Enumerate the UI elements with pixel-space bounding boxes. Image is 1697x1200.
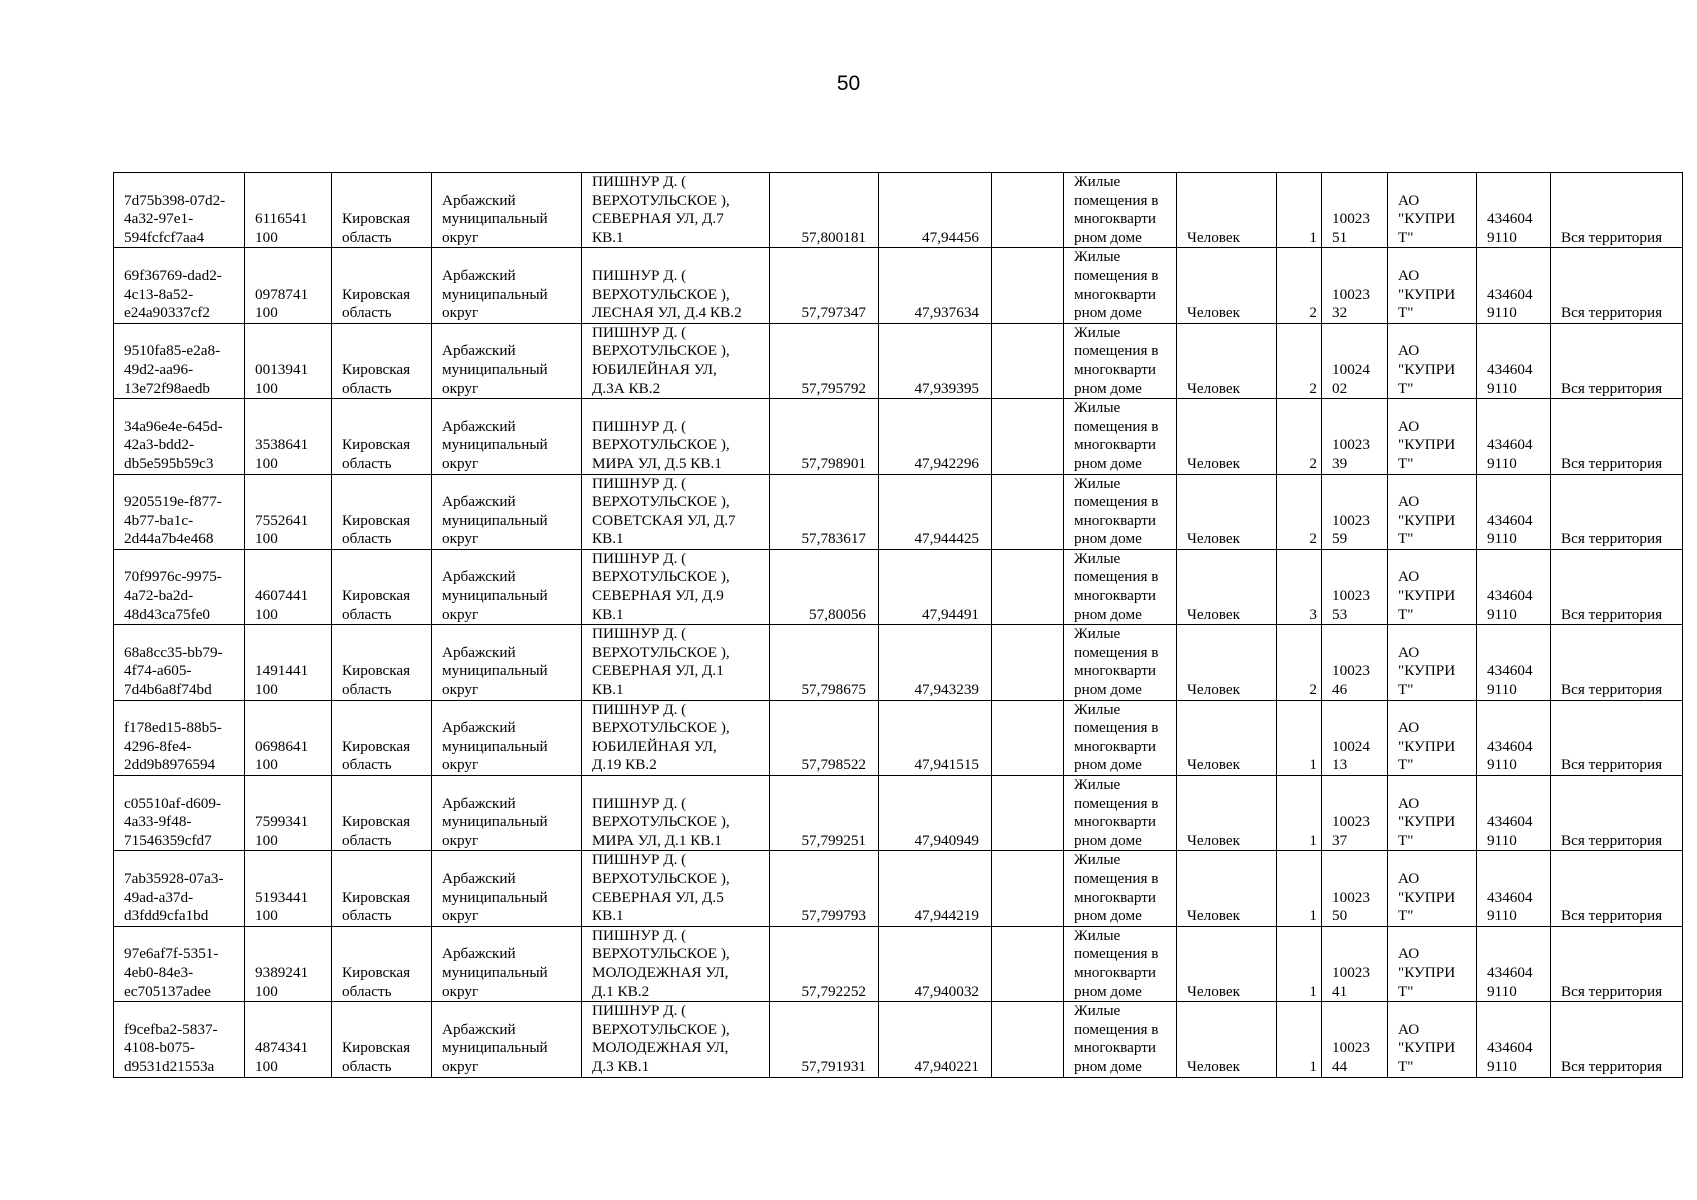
- cell-organization: АО "КУПРИ Т": [1388, 851, 1477, 926]
- cell-id: c05510af-d609- 4a33-9f48- 71546359cfd7: [114, 776, 245, 851]
- cell-territory: Вся территория: [1551, 625, 1683, 700]
- cell-territory: Вся территория: [1551, 549, 1683, 624]
- cell-code: 4874341 100: [245, 1002, 332, 1077]
- cell-count: 1: [1277, 776, 1322, 851]
- cell-id: f178ed15-88b5- 4296-8fe4- 2dd9b8976594: [114, 700, 245, 775]
- cell-unit: Человек: [1177, 248, 1277, 323]
- cell-code: 0698641 100: [245, 700, 332, 775]
- cell-organization: АО "КУПРИ Т": [1388, 248, 1477, 323]
- cell-inn: 434604 9110: [1477, 474, 1551, 549]
- cell-longitude: 47,943239: [879, 625, 992, 700]
- cell-longitude: 47,940949: [879, 776, 992, 851]
- cell-address: ПИШНУР Д. ( ВЕРХОТУЛЬСКОЕ ), СЕВЕРНАЯ УЛ, Д.5 КВ.1: [582, 851, 770, 926]
- cell-address: ПИШНУР Д. ( ВЕРХОТУЛЬСКОЕ ), СЕВЕРНАЯ УЛ, Д.9 КВ.1: [582, 549, 770, 624]
- cell-territory: Вся территория: [1551, 323, 1683, 398]
- cell-premises-type: Жилые помещения в многокварти рном доме: [1064, 851, 1177, 926]
- cell-count: 1: [1277, 173, 1322, 248]
- cell-inn: 434604 9110: [1477, 926, 1551, 1001]
- cell-address: ПИШНУР Д. ( ВЕРХОТУЛЬСКОЕ ), МОЛОДЕЖНАЯ УЛ, Д.3 КВ.1: [582, 1002, 770, 1077]
- cell-organization: АО "КУПРИ Т": [1388, 323, 1477, 398]
- cell-longitude: 47,944425: [879, 474, 992, 549]
- cell-unit: Человек: [1177, 549, 1277, 624]
- cell-premises-type: Жилые помещения в многокварти рном доме: [1064, 474, 1177, 549]
- cell-latitude: 57,783617: [770, 474, 879, 549]
- cell-unit: Человек: [1177, 474, 1277, 549]
- cell-region: Кировская область: [332, 926, 432, 1001]
- cell-code: 7552641 100: [245, 474, 332, 549]
- cell-territory: Вся территория: [1551, 248, 1683, 323]
- cell-longitude: 47,940221: [879, 1002, 992, 1077]
- cell-territory: Вся территория: [1551, 173, 1683, 248]
- cell-latitude: 57,798675: [770, 625, 879, 700]
- cell-latitude: 57,795792: [770, 323, 879, 398]
- cell-count: 2: [1277, 248, 1322, 323]
- cell-premises-type: Жилые помещения в многокварти рном доме: [1064, 1002, 1177, 1077]
- table-row: [114, 323, 1683, 398]
- cell-empty: [992, 173, 1064, 248]
- cell-inn: 434604 9110: [1477, 549, 1551, 624]
- cell-unit: Человек: [1177, 1002, 1277, 1077]
- table-row: [114, 248, 1683, 323]
- cell-premises-type: Жилые помещения в многокварти рном доме: [1064, 926, 1177, 1001]
- cell-district: Арбажский муниципальный округ: [432, 700, 582, 775]
- cell-premises-type: Жилые помещения в многокварти рном доме: [1064, 700, 1177, 775]
- cell-count: 1: [1277, 926, 1322, 1001]
- cell-id: 69f36769-dad2- 4c13-8a52- e24a90337cf2: [114, 248, 245, 323]
- cell-latitude: 57,800181: [770, 173, 879, 248]
- cell-code: 4607441 100: [245, 549, 332, 624]
- cell-district: Арбажский муниципальный округ: [432, 474, 582, 549]
- cell-premises-type: Жилые помещения в многокварти рном доме: [1064, 248, 1177, 323]
- cell-id: 70f9976c-9975- 4a72-ba2d- 48d43ca75fe0: [114, 549, 245, 624]
- cell-empty: [992, 323, 1064, 398]
- table-row: [114, 1002, 1683, 1077]
- cell-unit: Человек: [1177, 776, 1277, 851]
- cell-count: 2: [1277, 474, 1322, 549]
- cell-latitude: 57,799793: [770, 851, 879, 926]
- cell-count: 2: [1277, 625, 1322, 700]
- cell-latitude: 57,80056: [770, 549, 879, 624]
- table-row: [114, 474, 1683, 549]
- cell-district: Арбажский муниципальный округ: [432, 1002, 582, 1077]
- cell-address: ПИШНУР Д. ( ВЕРХОТУЛЬСКОЕ ), ЮБИЛЕЙНАЯ УЛ, Д.19 КВ.2: [582, 700, 770, 775]
- cell-address: ПИШНУР Д. ( ВЕРХОТУЛЬСКОЕ ), МИРА УЛ, Д.5 КВ.1: [582, 399, 770, 474]
- cell-inn: 434604 9110: [1477, 248, 1551, 323]
- cell-district: Арбажский муниципальный округ: [432, 625, 582, 700]
- cell-territory: Вся территория: [1551, 474, 1683, 549]
- cell-territory: Вся территория: [1551, 399, 1683, 474]
- cell-latitude: 57,791931: [770, 1002, 879, 1077]
- cell-id: f9cefba2-5837- 4108-b075- d9531d21553a: [114, 1002, 245, 1077]
- cell-inn: 434604 9110: [1477, 625, 1551, 700]
- cell-number: 10023 46: [1322, 625, 1388, 700]
- cell-organization: АО "КУПРИ Т": [1388, 625, 1477, 700]
- cell-code: 0978741 100: [245, 248, 332, 323]
- cell-empty: [992, 1002, 1064, 1077]
- cell-code: 9389241 100: [245, 926, 332, 1001]
- cell-address: ПИШНУР Д. ( ВЕРХОТУЛЬСКОЕ ), МИРА УЛ, Д.1 КВ.1: [582, 776, 770, 851]
- cell-territory: Вся территория: [1551, 776, 1683, 851]
- cell-code: 3538641 100: [245, 399, 332, 474]
- cell-organization: АО "КУПРИ Т": [1388, 926, 1477, 1001]
- cell-number: 10023 50: [1322, 851, 1388, 926]
- cell-unit: Человек: [1177, 926, 1277, 1001]
- cell-organization: АО "КУПРИ Т": [1388, 700, 1477, 775]
- cell-region: Кировская область: [332, 399, 432, 474]
- cell-inn: 434604 9110: [1477, 323, 1551, 398]
- cell-organization: АО "КУПРИ Т": [1388, 776, 1477, 851]
- cell-longitude: 47,941515: [879, 700, 992, 775]
- cell-latitude: 57,798901: [770, 399, 879, 474]
- cell-organization: АО "КУПРИ Т": [1388, 474, 1477, 549]
- cell-premises-type: Жилые помещения в многокварти рном доме: [1064, 776, 1177, 851]
- cell-count: 2: [1277, 323, 1322, 398]
- cell-code: 7599341 100: [245, 776, 332, 851]
- cell-region: Кировская область: [332, 323, 432, 398]
- registry-table: [113, 172, 1683, 1078]
- cell-inn: 434604 9110: [1477, 700, 1551, 775]
- cell-region: Кировская область: [332, 776, 432, 851]
- cell-code: 1491441 100: [245, 625, 332, 700]
- cell-inn: 434604 9110: [1477, 1002, 1551, 1077]
- cell-longitude: 47,94456: [879, 173, 992, 248]
- cell-territory: Вся территория: [1551, 1002, 1683, 1077]
- cell-region: Кировская область: [332, 1002, 432, 1077]
- cell-code: 6116541 100: [245, 173, 332, 248]
- cell-empty: [992, 700, 1064, 775]
- cell-premises-type: Жилые помещения в многокварти рном доме: [1064, 323, 1177, 398]
- cell-inn: 434604 9110: [1477, 851, 1551, 926]
- cell-territory: Вся территория: [1551, 700, 1683, 775]
- table-row: [114, 625, 1683, 700]
- table-body: [114, 173, 1683, 1078]
- cell-inn: 434604 9110: [1477, 399, 1551, 474]
- table-row: [114, 700, 1683, 775]
- cell-empty: [992, 549, 1064, 624]
- cell-district: Арбажский муниципальный округ: [432, 399, 582, 474]
- cell-organization: АО "КУПРИ Т": [1388, 1002, 1477, 1077]
- table-row: [114, 549, 1683, 624]
- cell-number: 10023 32: [1322, 248, 1388, 323]
- cell-count: 3: [1277, 549, 1322, 624]
- cell-premises-type: Жилые помещения в многокварти рном доме: [1064, 173, 1177, 248]
- cell-district: Арбажский муниципальный округ: [432, 323, 582, 398]
- cell-longitude: 47,937634: [879, 248, 992, 323]
- cell-code: 0013941 100: [245, 323, 332, 398]
- cell-id: 7ab35928-07a3- 49ad-a37d- d3fdd9cfa1bd: [114, 851, 245, 926]
- cell-region: Кировская область: [332, 625, 432, 700]
- cell-territory: Вся территория: [1551, 926, 1683, 1001]
- cell-empty: [992, 474, 1064, 549]
- cell-latitude: 57,798522: [770, 700, 879, 775]
- cell-number: 10024 13: [1322, 700, 1388, 775]
- cell-address: ПИШНУР Д. ( ВЕРХОТУЛЬСКОЕ ), СОВЕТСКАЯ УЛ, Д.7 КВ.1: [582, 474, 770, 549]
- cell-address: ПИШНУР Д. ( ВЕРХОТУЛЬСКОЕ ), ЮБИЛЕЙНАЯ УЛ, Д.3А КВ.2: [582, 323, 770, 398]
- cell-address: ПИШНУР Д. ( ВЕРХОТУЛЬСКОЕ ), СЕВЕРНАЯ УЛ, Д.7 КВ.1: [582, 173, 770, 248]
- cell-number: 10024 02: [1322, 323, 1388, 398]
- table-row: [114, 851, 1683, 926]
- cell-number: 10023 37: [1322, 776, 1388, 851]
- cell-inn: 434604 9110: [1477, 776, 1551, 851]
- cell-address: ПИШНУР Д. ( ВЕРХОТУЛЬСКОЕ ), СЕВЕРНАЯ УЛ, Д.1 КВ.1: [582, 625, 770, 700]
- table-row: [114, 399, 1683, 474]
- cell-longitude: 47,940032: [879, 926, 992, 1001]
- cell-district: Арбажский муниципальный округ: [432, 248, 582, 323]
- cell-premises-type: Жилые помещения в многокварти рном доме: [1064, 549, 1177, 624]
- cell-territory: Вся территория: [1551, 851, 1683, 926]
- cell-region: Кировская область: [332, 851, 432, 926]
- cell-inn: 434604 9110: [1477, 173, 1551, 248]
- cell-number: 10023 59: [1322, 474, 1388, 549]
- cell-number: 10023 44: [1322, 1002, 1388, 1077]
- cell-address: ПИШНУР Д. ( ВЕРХОТУЛЬСКОЕ ), МОЛОДЕЖНАЯ УЛ, Д.1 КВ.2: [582, 926, 770, 1001]
- page-number: 50: [836, 72, 861, 95]
- cell-count: 1: [1277, 700, 1322, 775]
- cell-empty: [992, 248, 1064, 323]
- cell-number: 10023 51: [1322, 173, 1388, 248]
- cell-unit: Человек: [1177, 399, 1277, 474]
- cell-id: 68a8cc35-bb79- 4f74-a605- 7d4b6a8f74bd: [114, 625, 245, 700]
- cell-premises-type: Жилые помещения в многокварти рном доме: [1064, 399, 1177, 474]
- cell-id: 97e6af7f-5351- 4eb0-84e3- ec705137adee: [114, 926, 245, 1001]
- cell-unit: Человек: [1177, 625, 1277, 700]
- cell-id: 9205519e-f877- 4b77-ba1c- 2d44a7b4e468: [114, 474, 245, 549]
- cell-empty: [992, 625, 1064, 700]
- cell-longitude: 47,939395: [879, 323, 992, 398]
- cell-code: 5193441 100: [245, 851, 332, 926]
- cell-region: Кировская область: [332, 248, 432, 323]
- cell-empty: [992, 399, 1064, 474]
- cell-number: 10023 39: [1322, 399, 1388, 474]
- cell-region: Кировская область: [332, 173, 432, 248]
- cell-number: 10023 41: [1322, 926, 1388, 1001]
- cell-latitude: 57,799251: [770, 776, 879, 851]
- cell-count: 1: [1277, 851, 1322, 926]
- cell-id: 9510fa85-e2a8- 49d2-aa96- 13e72f98aedb: [114, 323, 245, 398]
- cell-number: 10023 53: [1322, 549, 1388, 624]
- cell-organization: АО "КУПРИ Т": [1388, 173, 1477, 248]
- cell-district: Арбажский муниципальный округ: [432, 926, 582, 1001]
- cell-latitude: 57,792252: [770, 926, 879, 1001]
- cell-address: ПИШНУР Д. ( ВЕРХОТУЛЬСКОЕ ), ЛЕСНАЯ УЛ, Д.4 КВ.2: [582, 248, 770, 323]
- cell-longitude: 47,94491: [879, 549, 992, 624]
- cell-id: 34a96e4e-645d- 42a3-bdd2- db5e595b59c3: [114, 399, 245, 474]
- cell-unit: Человек: [1177, 323, 1277, 398]
- table-row: [114, 776, 1683, 851]
- cell-empty: [992, 851, 1064, 926]
- cell-unit: Человек: [1177, 851, 1277, 926]
- table-row: [114, 926, 1683, 1001]
- cell-latitude: 57,797347: [770, 248, 879, 323]
- cell-region: Кировская область: [332, 700, 432, 775]
- table-row: [114, 173, 1683, 248]
- cell-longitude: 47,942296: [879, 399, 992, 474]
- cell-unit: Человек: [1177, 173, 1277, 248]
- cell-premises-type: Жилые помещения в многокварти рном доме: [1064, 625, 1177, 700]
- cell-empty: [992, 776, 1064, 851]
- cell-unit: Человек: [1177, 700, 1277, 775]
- cell-count: 1: [1277, 1002, 1322, 1077]
- cell-organization: АО "КУПРИ Т": [1388, 549, 1477, 624]
- cell-organization: АО "КУПРИ Т": [1388, 399, 1477, 474]
- cell-longitude: 47,944219: [879, 851, 992, 926]
- cell-region: Кировская область: [332, 474, 432, 549]
- cell-id: 7d75b398-07d2- 4a32-97e1- 594fcfcf7aa4: [114, 173, 245, 248]
- cell-count: 2: [1277, 399, 1322, 474]
- cell-region: Кировская область: [332, 549, 432, 624]
- cell-district: Арбажский муниципальный округ: [432, 173, 582, 248]
- cell-district: Арбажский муниципальный округ: [432, 776, 582, 851]
- cell-district: Арбажский муниципальный округ: [432, 851, 582, 926]
- cell-district: Арбажский муниципальный округ: [432, 549, 582, 624]
- cell-empty: [992, 926, 1064, 1001]
